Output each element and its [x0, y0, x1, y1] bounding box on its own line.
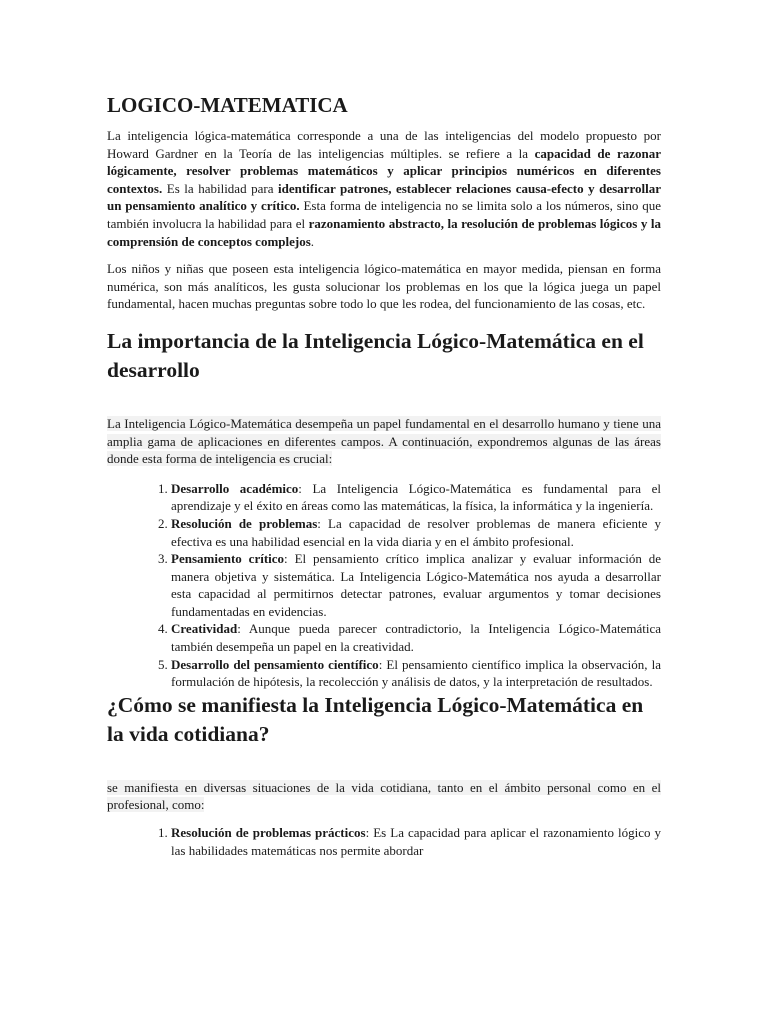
list-item-text: : La capacidad de resolver problemas de manera eficiente y efectiva es una habilidad esencial en la vida diaria y en el ámbito profesional. [171, 515, 661, 549]
daily-life-paragraph-text: se manifiesta en diversas situaciones de la vida cotidiana, tanto en el ámbito personal como en el profesional, como: [107, 779, 661, 813]
list-item [171, 515, 661, 550]
daily-life-list [107, 824, 661, 859]
document-title: LOGICO-MATEMATICA [107, 93, 348, 117]
list-item [171, 550, 661, 620]
intro-bold-f: razonamiento abstracto, la resolución de problemas lógicos y la comprensión de conceptos complejos [107, 215, 661, 249]
list-item-text: : Es La capacidad para aplicar el razonamiento lógico y las habilidades matemáticas nos permite abordar [171, 825, 661, 858]
intro-text-c: Es la habilidad para [162, 180, 278, 196]
intro-text-g: . [310, 233, 315, 249]
list-item-term: Desarrollo del pensamiento científico [171, 656, 379, 672]
list-item [171, 480, 661, 515]
importance-paragraph-text: La Inteligencia Lógico-Matemática desempeña un papel fundamental en el desarrollo humano y tiene una amplia gama de aplicaciones en diferentes campos. A continuación, expondremos algunas de las áreas donde esta forma de inteligencia es crucial: [107, 415, 661, 467]
list-item [171, 620, 661, 655]
list-item-term: Creatividad [171, 621, 238, 637]
list-item [171, 656, 661, 691]
intro-paragraph-2: Los niños y niñas que poseen esta inteligencia lógico-matemática en mayor medida, piensan en forma numérica, son más analíticos, les gusta solucionar los problemas en los que la lógica juega un papel fundamental, hacen muchas preguntas sobre todo lo que les rodea, del funcionamiento de las cosas, etc. [107, 261, 661, 312]
importance-list [107, 480, 661, 691]
list-item-term: Resolución de problemas [171, 515, 318, 531]
document-page [107, 92, 661, 859]
importance-paragraph [107, 415, 661, 468]
intro-text-a: La inteligencia lógica-matemática corresponde a una de las inteligencias del modelo propuesto por Howard Gardner en la Teoría de las inteligencias múltiples. se refiere a la [107, 128, 661, 161]
intro-text-e: Esta forma de inteligencia no se limita solo a los números, sino que también involucra la habilidad para el [107, 198, 662, 231]
intro-paragraph-1 [107, 127, 661, 250]
list-item-text: : El pensamiento crítico implica analizar y evaluar información de manera objetiva y sistemática. La Inteligencia Lógico-Matemática nos ayuda a desarrollar esta capacidad al permitirnos detectar patrones, evaluar argumentos y tomar decisiones fundamentadas en evidencias. [171, 551, 661, 619]
section-heading-importance: La importancia de la Inteligencia Lógico-Matemática en el desarrollo [107, 328, 644, 382]
intro-bold-b: capacidad de razonar lógicamente, resolver problemas matemáticos y aplicar principios numéricos en diferentes contextos. [107, 145, 661, 196]
list-item-text: : Aunque pueda parecer contradictorio, la Inteligencia Lógico-Matemática también desempeña un papel en la creatividad. [171, 621, 661, 655]
section-heading-daily-life: ¿Cómo se manifiesta la Inteligencia Lógico-Matemática en la vida cotidiana? [107, 692, 644, 746]
daily-life-paragraph [107, 779, 661, 814]
list-item-text: : El pensamiento científico implica la observación, la formulación de hipótesis, la recolección y análisis de datos, y la interpretación de resultados. [171, 656, 661, 690]
intro-bold-d: identificar patrones, establecer relaciones causa-efecto y desarrollar un pensamiento analítico y crítico. [107, 180, 661, 214]
list-item-term: Pensamiento crítico [171, 551, 285, 567]
list-item [171, 824, 661, 859]
list-item-term: Desarrollo académico [171, 480, 299, 496]
list-item-term: Resolución de problemas prácticos [171, 825, 366, 841]
list-item-text: : La Inteligencia Lógico-Matemática es fundamental para el aprendizaje y el éxito en áreas como las matemáticas, la física, la informática y la ingeniería. [171, 480, 661, 514]
